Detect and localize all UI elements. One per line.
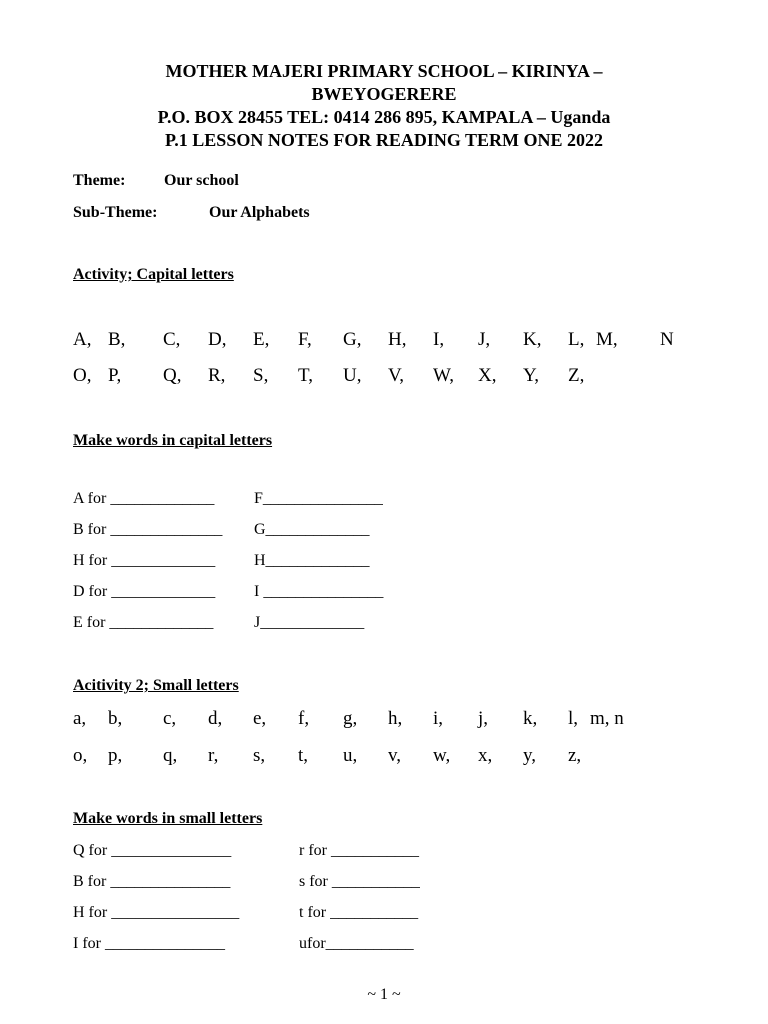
- letter: r,: [208, 745, 219, 766]
- letter: q,: [163, 745, 178, 766]
- letter: Q,: [163, 365, 182, 386]
- letter: s,: [253, 745, 266, 766]
- letter: d,: [208, 708, 223, 729]
- subtheme-value: Our Alphabets: [209, 204, 310, 221]
- letter: x,: [478, 745, 493, 766]
- letter: f,: [298, 708, 310, 729]
- letter: X,: [478, 365, 497, 386]
- letter: R,: [208, 365, 226, 386]
- word-line: A for _____________: [73, 490, 215, 507]
- letter: g,: [343, 708, 358, 729]
- activity1-title: Activity; Capital letters: [73, 266, 234, 283]
- letter: V,: [388, 365, 405, 386]
- word-line: J_____________: [254, 614, 365, 631]
- letter: S,: [253, 365, 269, 386]
- letter: t,: [298, 745, 309, 766]
- letter: b,: [108, 708, 123, 729]
- letter: A,: [73, 329, 92, 350]
- subtheme-label: Sub-Theme:: [73, 204, 158, 221]
- letter: K,: [523, 329, 542, 350]
- letter: O,: [73, 365, 92, 386]
- letter: v,: [388, 745, 402, 766]
- small-words-title: Make words in small letters: [73, 810, 263, 827]
- letter: k,: [523, 708, 538, 729]
- letter: T,: [298, 365, 313, 386]
- capital-words-title: Make words in capital letters: [73, 432, 273, 449]
- letter: a,: [73, 708, 87, 729]
- letter: B,: [108, 329, 126, 350]
- letter: H,: [388, 329, 407, 350]
- word-line: H for ________________: [73, 904, 240, 921]
- word-line: D for _____________: [73, 583, 216, 600]
- theme-value: Our school: [164, 172, 239, 189]
- letter: u,: [343, 745, 358, 766]
- word-line: G_____________: [254, 521, 370, 538]
- letter: M,: [596, 329, 618, 350]
- letter: W,: [433, 365, 454, 386]
- word-line: ufor___________: [299, 935, 414, 952]
- word-line: H for _____________: [73, 552, 216, 569]
- letter: l,: [568, 708, 579, 729]
- activity2-title: Acitivity 2; Small letters: [73, 677, 239, 694]
- letter: z,: [568, 745, 582, 766]
- letter: P,: [108, 365, 122, 386]
- school-address-line: P.O. BOX 28455 TEL: 0414 286 895, KAMPALA – Uganda: [157, 107, 611, 127]
- letter: m, n: [590, 708, 624, 729]
- letter: p,: [108, 745, 123, 766]
- word-line: I for _______________: [73, 935, 225, 952]
- letter: C,: [163, 329, 181, 350]
- letter: o,: [73, 745, 88, 766]
- word-line: E for _____________: [73, 614, 214, 631]
- letter: E,: [253, 329, 270, 350]
- letter: G,: [343, 329, 362, 350]
- letter: I,: [433, 329, 445, 350]
- letter: i,: [433, 708, 444, 729]
- page-number: ~ 1 ~: [367, 986, 401, 1003]
- letter: h,: [388, 708, 403, 729]
- letter: w,: [433, 745, 451, 766]
- letter: c,: [163, 708, 177, 729]
- letter: Y,: [523, 365, 540, 386]
- word-line: t for ___________: [299, 904, 419, 921]
- letter: j,: [478, 708, 489, 729]
- word-line: B for _______________: [73, 873, 231, 890]
- word-line: F_______________: [254, 490, 383, 507]
- letter: y,: [523, 745, 537, 766]
- word-line: r for ___________: [299, 842, 419, 859]
- letter: J,: [478, 329, 491, 350]
- letter: U,: [343, 365, 362, 386]
- theme-label: Theme:: [73, 172, 126, 189]
- word-line: Q for _______________: [73, 842, 232, 859]
- letter: e,: [253, 708, 267, 729]
- letter: D,: [208, 329, 227, 350]
- word-line: B for ______________: [73, 521, 223, 538]
- school-name-line1: MOTHER MAJERI PRIMARY SCHOOL – KIRINYA –: [165, 61, 603, 81]
- letter: F,: [298, 329, 312, 350]
- letter: N: [660, 329, 674, 350]
- word-line: s for ___________: [299, 873, 420, 890]
- letter: L,: [568, 329, 585, 350]
- school-name-line2: BWEYOGERERE: [311, 84, 457, 104]
- word-line: H_____________: [254, 552, 370, 569]
- letter: Z,: [568, 365, 585, 386]
- document-title: P.1 LESSON NOTES FOR READING TERM ONE 2022: [164, 130, 604, 150]
- word-line: I _______________: [254, 583, 384, 600]
